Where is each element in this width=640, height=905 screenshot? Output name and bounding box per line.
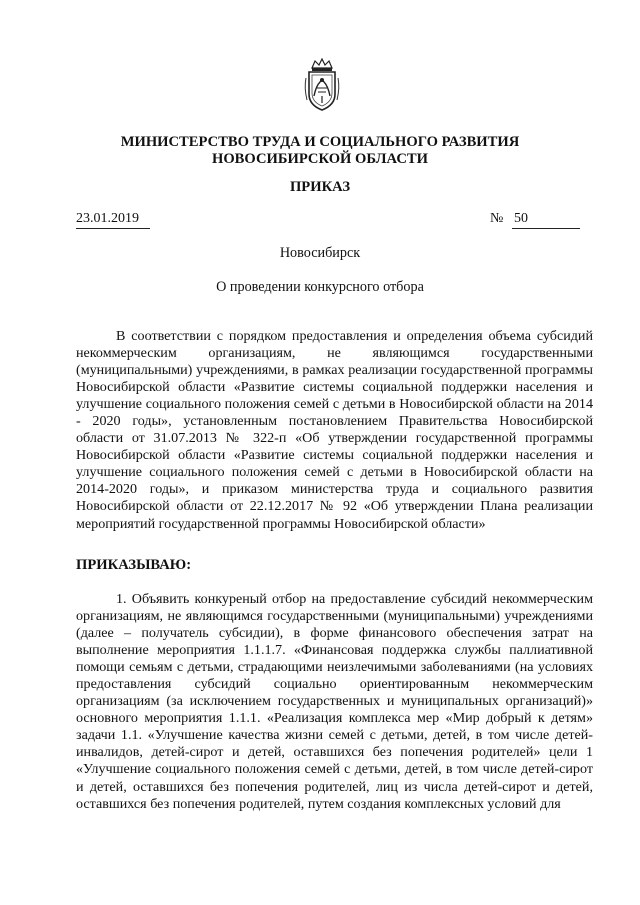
order-item-1: 1. Объявить конкуреный отбор на предоставление субсидий некоммерческим организациям, не являющимся государственными (муниципальными) учреждениями (далее – получатель субсидии), в форме финансового обеспечения затрат на выполнение мероприятия 1.1.1.7. «Финансовая поддержка службы паллиативной помощи семьям с детьми, страдающими неизлечимыми заболеваниями (на условиях предоставления субсидий социально ориентированным некоммерческим организациям (за исключением государственных и муниципальных организаций)» основного мероприятия 1.1.1. «Реализация комплекса мер «Мир добрый к детям» задачи 1.1. «Улучшение качества жизни семей с детьми, детей, в том числе детей-инвалидов, детей-сирот и детей, оставшихся без попечения родителей» цели 1 «Улучшение социального положения семей с детьми, детей, в том числе детей-сирот и детей, оставшихся без попечения родителей, лиц из числа детей-сирот и детей, оставшихся без попечения родителей, путем создания комплексных условий для [76, 591, 593, 812]
ministry-name [0, 134, 640, 168]
order-heading: ПРИКАЗЫВАЮ: [76, 557, 192, 573]
document-subject: О проведении конкурсного отбора [216, 279, 424, 295]
preamble-paragraph: В соответствии с порядком предоставления и определения объема субсидий некоммерческим организациям, не являющимся государственными (муниципальными) учреждениями, в рамках реализации государственной программы Новосибирской области «Развитие системы социальной поддержки населения и улучшение социального положения семей с детьми в Новосибирской области на 2014 - 2020 годы», установленным постановлением Правительства Новосибирской области от 31.07.2013 № 322-п «Об утверждении государственной программы Новосибирской области «Развитие системы социальной поддержки населения и улучшение социального положения семей с детьми в Новосибирской области на 2014-2020 годы», и приказом министерства труда и социального развития Новосибирской области от 22.12.2017 № 92 «Об утверждении Плана реализации мероприятий государственной программы Новосибирской области» [76, 328, 593, 532]
ministry-line-1: МИНИСТЕРСТВО ТРУДА И СОЦИАЛЬНОГО РАЗВИТИЯ [120, 134, 520, 150]
city: Новосибирск [279, 245, 361, 261]
document-type: ПРИКАЗ [289, 179, 351, 195]
number-label: № [490, 211, 504, 226]
ministry-line-2: НОВОСИБИРСКОЙ ОБЛАСТИ [211, 151, 428, 167]
document-date: 23.01.2019 [76, 211, 150, 229]
document-number: 50 [512, 211, 580, 229]
coat-of-arms-icon [303, 58, 341, 112]
